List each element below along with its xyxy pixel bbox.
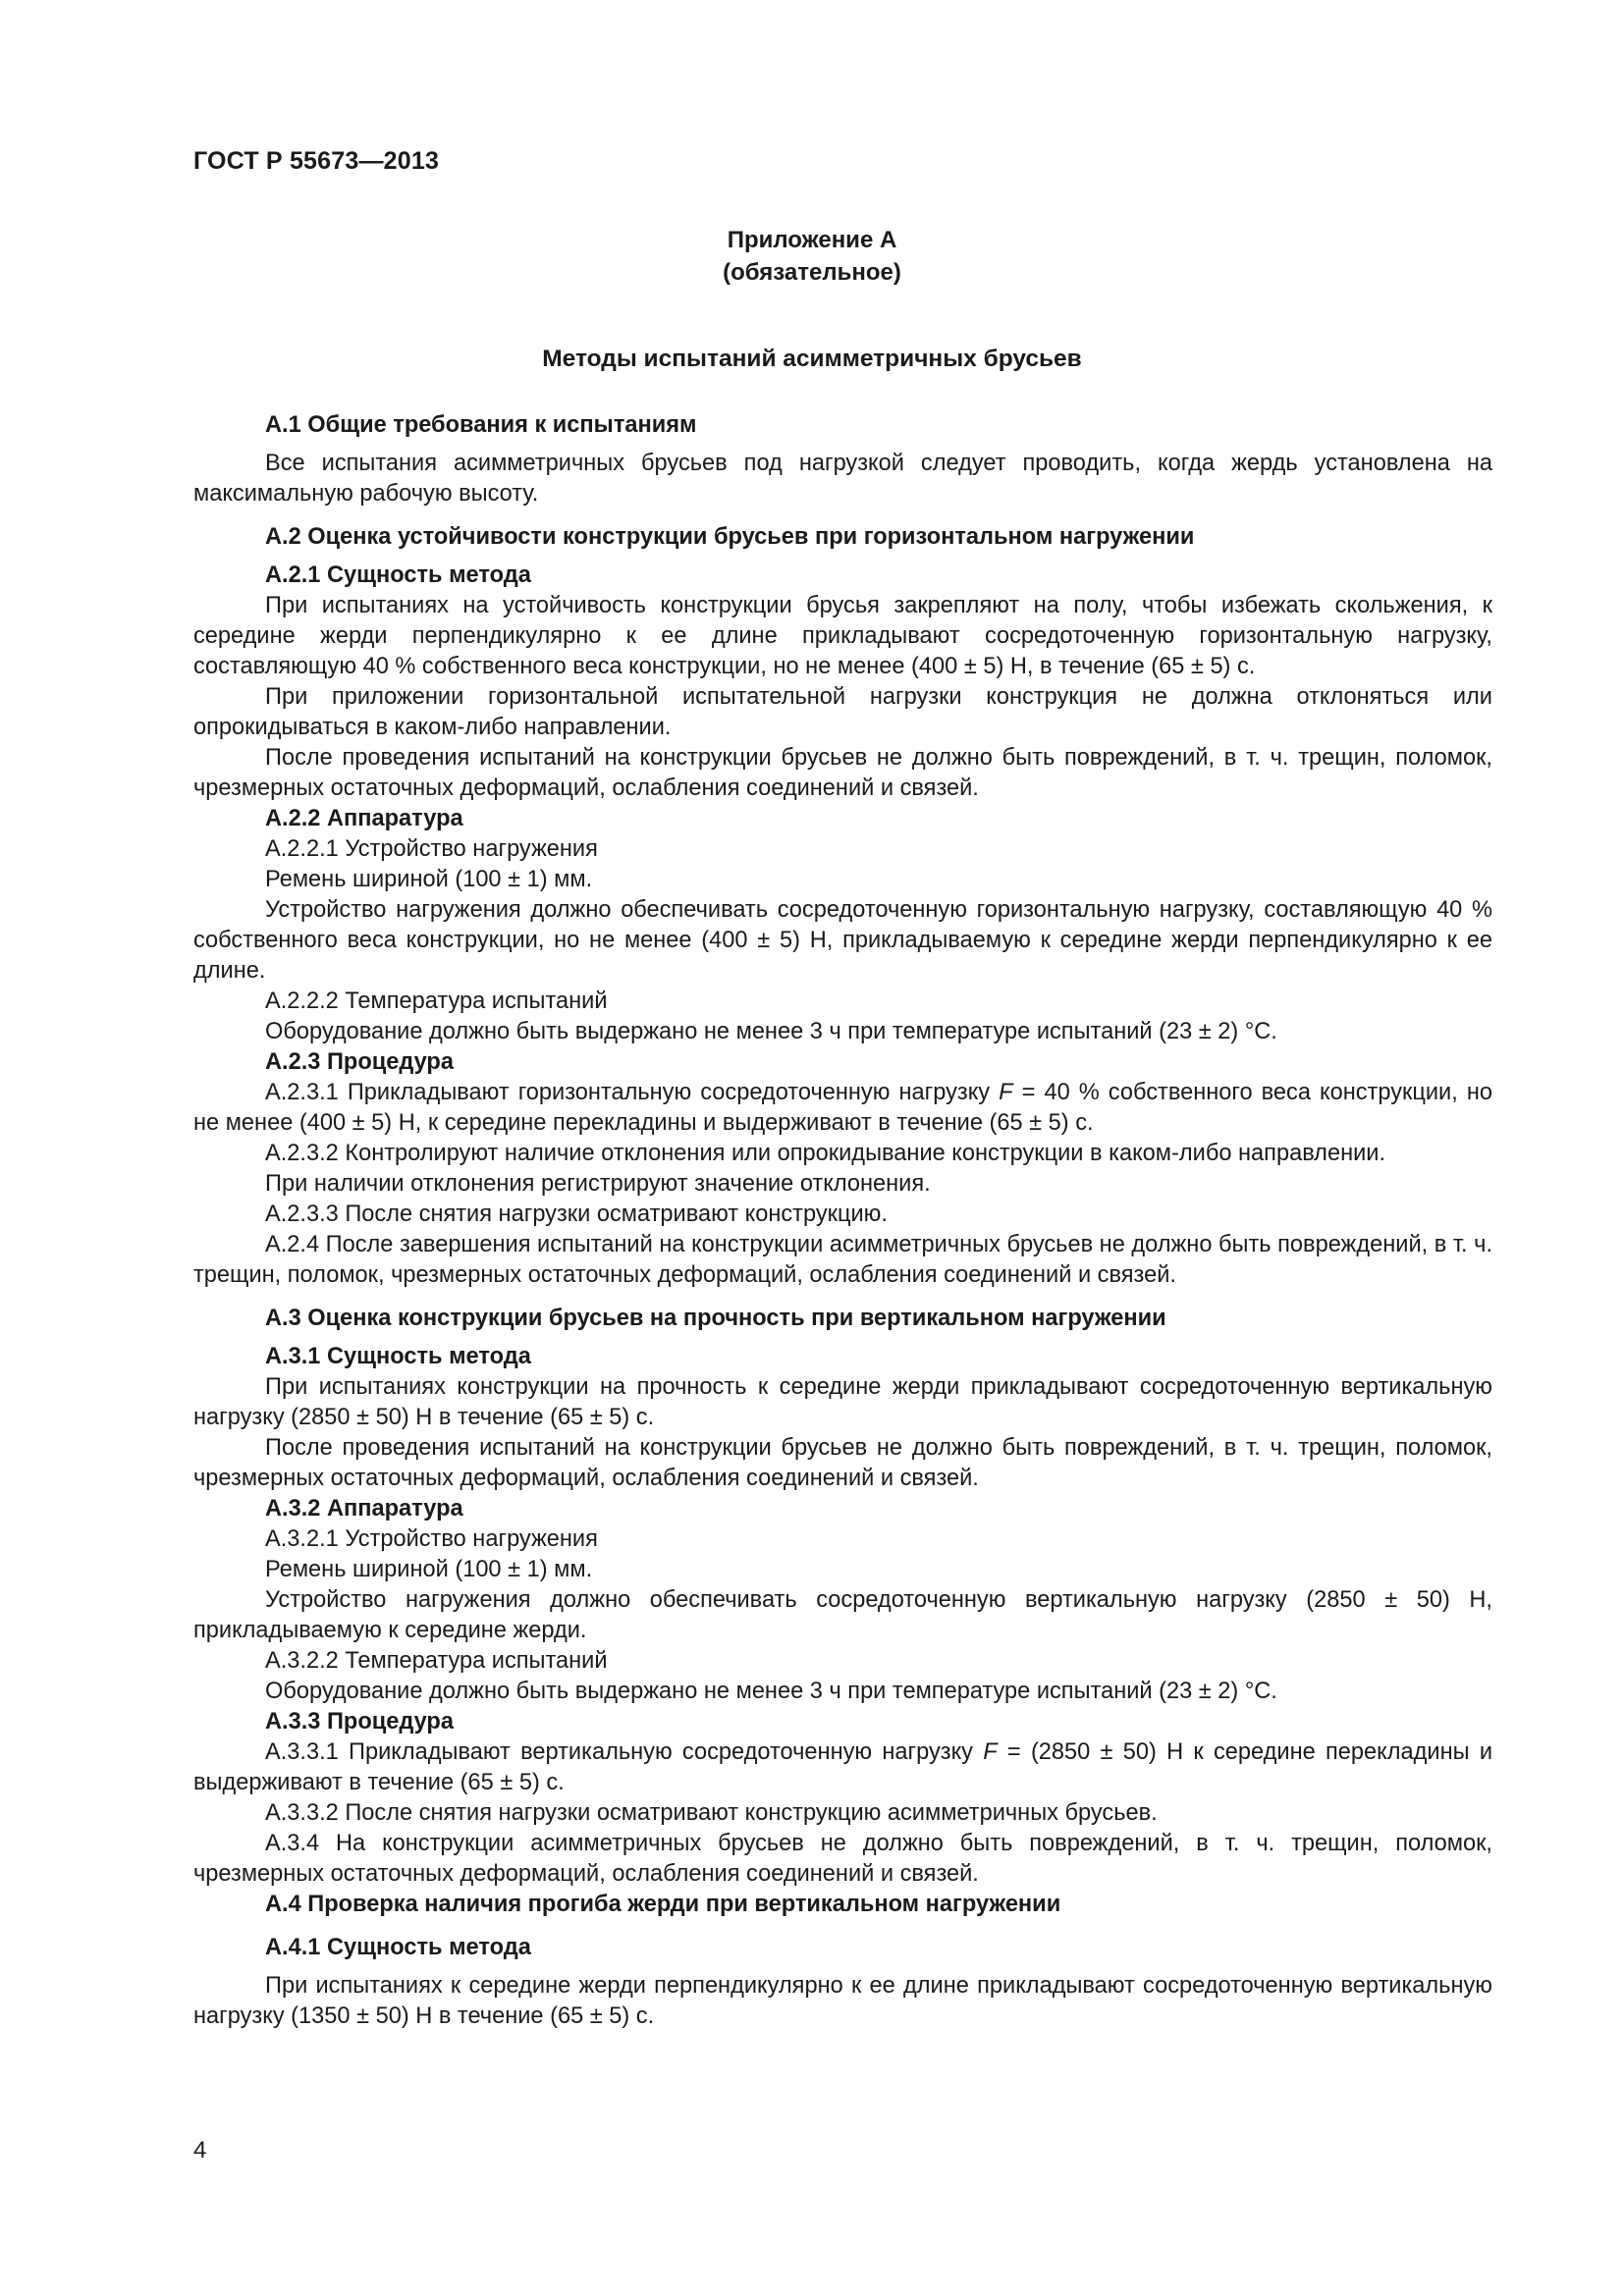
section-heading: А.3.2 Аппаратура	[265, 1496, 463, 1522]
section-heading: А.1 Общие требования к испытаниям	[265, 412, 697, 438]
body-paragraph: При испытаниях конструкции на прочность к середине жерди прикладывают сосредоточенную вертикальную нагрузку (2850 ± 50) Н в течение (65 ± 5) с.	[193, 1374, 1492, 1430]
body-paragraph: А.3.3.2 После снятия нагрузки осматривают конструкцию асимметричных брусьев.	[265, 1800, 1158, 1826]
body-paragraph: При наличии отклонения регистрируют значение отклонения.	[265, 1171, 931, 1197]
body-paragraph	[193, 1737, 1492, 1798]
body-paragraph: А.2.4 После завершения испытаний на конструкции асимметричных брусьев не должно быть повреждений, в т. ч. трещин, поломок, чрезмерных остаточных деформаций, ослабления соединений и связей.	[193, 1232, 1492, 1288]
body-paragraph: При испытаниях на устойчивость конструкции брусья закрепляют на полу, чтобы избежать скольжения, к середине жерди перпендикулярно к ее длине прикладывают сосредоточенную горизонтальную нагрузку, составляющую 40 % собственного веса конструкции, но не менее (400 ± 5) Н, в течение (65 ± 5) с.	[193, 593, 1492, 679]
page-number: 4	[193, 2137, 207, 2163]
body-paragraph: А.3.4 На конструкции асимметричных брусьев не должно быть повреждений, в т. ч. трещин, поломок, чрезмерных остаточных деформаций, ослабления соединений и связей.	[193, 1831, 1492, 1887]
body-paragraph: Ремень шириной (100 ± 1) мм.	[265, 867, 593, 892]
body-paragraph: А.3.2.2 Температура испытаний	[265, 1648, 608, 1674]
section-heading: А.3.1 Сущность метода	[265, 1344, 531, 1369]
body-paragraph: После проведения испытаний на конструкции брусьев не должно быть повреждений, в т. ч. трещин, поломок, чрезмерных остаточных деформаций, ослабления соединений и связей.	[193, 745, 1492, 801]
body-paragraph: Ремень шириной (100 ± 1) мм.	[265, 1557, 593, 1582]
body-paragraph: При приложении горизонтальной испытательной нагрузки конструкция не должна отклоняться или опрокидываться в каком-либо направлении.	[193, 684, 1492, 740]
paragraph-text: А.3.3.1 Прикладывают вертикальную сосредоточенную нагрузку	[265, 1739, 984, 1765]
body-paragraph: Устройство нагружения должно обеспечивать сосредоточенную горизонтальную нагрузку, составляющую 40 % собственного веса конструкции, но не менее (400 ± 5) Н, прикладываемую к середине жерди перпендикулярно к ее длине.	[193, 897, 1492, 984]
body-paragraph: А.3.2.1 Устройство нагружения	[265, 1526, 598, 1552]
body-paragraph: После проведения испытаний на конструкции брусьев не должно быть повреждений, в т. ч. трещин, поломок, чрезмерных остаточных деформаций, ослабления соединений и связей.	[193, 1435, 1492, 1491]
body-paragraph: А.2.3.3 После снятия нагрузки осматривают конструкцию.	[265, 1201, 888, 1227]
section-heading: А.3 Оценка конструкции брусьев на прочность при вертикальном нагружении	[265, 1306, 1166, 1331]
body-paragraph: Оборудование должно быть выдержано не менее 3 ч при температуре испытаний (23 ± 2) °С.	[265, 1019, 1277, 1044]
annex-header	[0, 224, 1624, 289]
annex-title: Методы испытаний асимметричных брусьев	[542, 346, 1082, 372]
section-heading: А.3.3 Процедура	[265, 1709, 454, 1735]
paragraph-text: = 40 % собственного веса конструкции, но не менее (400 ± 5) Н, к середине перекладины и выдерживают в течение (65 ± 5) с.	[193, 1080, 1492, 1136]
body-paragraph: А.2.2.1 Устройство нагружения	[265, 836, 598, 862]
standard-designation: ГОСТ Р 55673—2013	[193, 147, 440, 175]
force-variable: F	[999, 1080, 1013, 1105]
section-heading: А.2.1 Сущность метода	[265, 562, 531, 588]
annex-label: Приложение А	[727, 227, 897, 253]
body-paragraph: А.2.3.2 Контролируют наличие отклонения или опрокидывание конструкции в каком-либо направлении.	[265, 1141, 1386, 1166]
force-variable: F	[983, 1739, 998, 1765]
annex-status: (обязательное)	[723, 259, 901, 286]
section-heading: А.2 Оценка устойчивости конструкции брусьев при горизонтальном нагружении	[265, 524, 1195, 550]
body-paragraph: А.2.2.2 Температура испытаний	[265, 988, 608, 1014]
section-heading: А.2.3 Процедура	[265, 1049, 454, 1075]
body-paragraph: Все испытания асимметричных брусьев под нагрузкой следует проводить, когда жердь установлена на максимальную рабочую высоту.	[193, 451, 1492, 507]
paragraph-text: А.2.3.1 Прикладывают горизонтальную сосредоточенную нагрузку	[265, 1080, 1000, 1105]
body-paragraph: При испытаниях к середине жерди перпендикулярно к ее длине прикладывают сосредоточенную вертикальную нагрузку (1350 ± 50) Н в течение (65 ± 5) с.	[193, 1973, 1492, 2029]
body-paragraph	[193, 1078, 1492, 1139]
body-paragraph: Оборудование должно быть выдержано не менее 3 ч при температуре испытаний (23 ± 2) °С.	[265, 1679, 1277, 1704]
paragraph-text: = (2850 ± 50) Н к середине перекладины и выдерживают в течение (65 ± 5) с.	[193, 1739, 1493, 1795]
body-paragraph: Устройство нагружения должно обеспечивать сосредоточенную вертикальную нагрузку (2850 ± 50) Н, прикладываемую к середине жерди.	[193, 1587, 1492, 1643]
section-heading: А.4 Проверка наличия прогиба жерди при вертикальном нагружении	[265, 1892, 1061, 1917]
document-body	[193, 410, 1492, 2032]
section-heading: А.4.1 Сущность метода	[265, 1935, 531, 1960]
section-heading: А.2.2 Аппаратура	[265, 806, 463, 831]
